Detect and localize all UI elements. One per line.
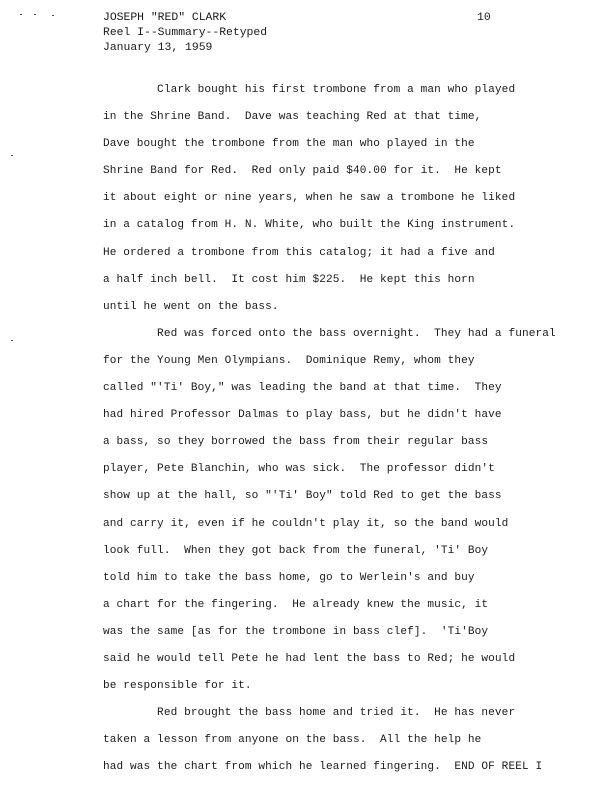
text-line: and carry it, even if he couldn't play it, so the band would: [103, 517, 509, 530]
text-line: Dave bought the trombone from the man who played in the: [103, 138, 475, 151]
text-line: had hired Professor Dalmas to play bass, but he didn't have: [103, 409, 502, 422]
text-line: in the Shrine Band. Dave was teaching Red at that time,: [103, 111, 482, 124]
text-line: had was the chart from which he learned fingering. END OF REEL I: [103, 761, 543, 774]
text-line: Clark bought his first trombone from a man who played: [103, 84, 516, 96]
text-line: taken a lesson from anyone on the bass. All the help he: [103, 734, 482, 747]
text-line: be responsible for it.: [103, 680, 252, 693]
text-line: told him to take the bass home, go to Werlein's and buy: [103, 571, 475, 584]
document-header: [103, 11, 267, 56]
summary-text: [103, 77, 593, 781]
interview-date: January 13, 1959: [103, 42, 213, 54]
scan-speck: [52, 15, 54, 16]
text-line: for the Young Men Olympians. Dominique Remy, whom they: [103, 354, 475, 367]
text-line: until he went on the bass.: [103, 300, 279, 313]
text-line: show up at the hall, so "'Ti' Boy" told Red to get the bass: [103, 490, 502, 503]
text-line: a half inch bell. It cost him $225. He kept this horn: [103, 273, 475, 286]
scan-speck: [20, 14, 22, 15]
text-line: a chart for the fingering. He already knew the music, it: [103, 598, 489, 611]
text-line: He ordered a trombone from this catalog; it had a five and: [103, 246, 495, 259]
reel-label: Reel I--Summary--Retyped: [103, 27, 268, 39]
text-line: Red was forced onto the bass overnight. They had a funeral: [103, 327, 556, 340]
text-line: called "'Ti' Boy," was leading the band at that time. They: [103, 382, 502, 395]
scan-speck: [11, 155, 13, 156]
scan-speck: [11, 340, 13, 341]
text-line: player, Pete Blanchin, who was sick. The professor didn't: [103, 463, 495, 476]
text-line: a bass, so they borrowed the bass from their regular bass: [103, 436, 489, 449]
page-number: 10: [477, 12, 491, 24]
text-line: in a catalog from H. N. White, who built the King instrument.: [103, 219, 516, 232]
interviewee-name: JOSEPH "RED" CLARK: [103, 12, 227, 24]
scan-speck: [34, 14, 36, 15]
text-line: was the same [as for the trombone in bass clef]. 'Ti'Boy: [103, 625, 489, 638]
text-line: it about eight or nine years, when he saw a trombone he liked: [103, 192, 516, 205]
text-line: Red brought the bass home and tried it. He has never: [103, 707, 516, 720]
text-line: Shrine Band for Red. Red only paid $40.00 for it. He kept: [103, 165, 502, 178]
text-line: said he would tell Pete he had lent the bass to Red; he would: [103, 652, 516, 665]
text-line: look full. When they got back from the funeral, 'Ti' Boy: [103, 544, 489, 557]
